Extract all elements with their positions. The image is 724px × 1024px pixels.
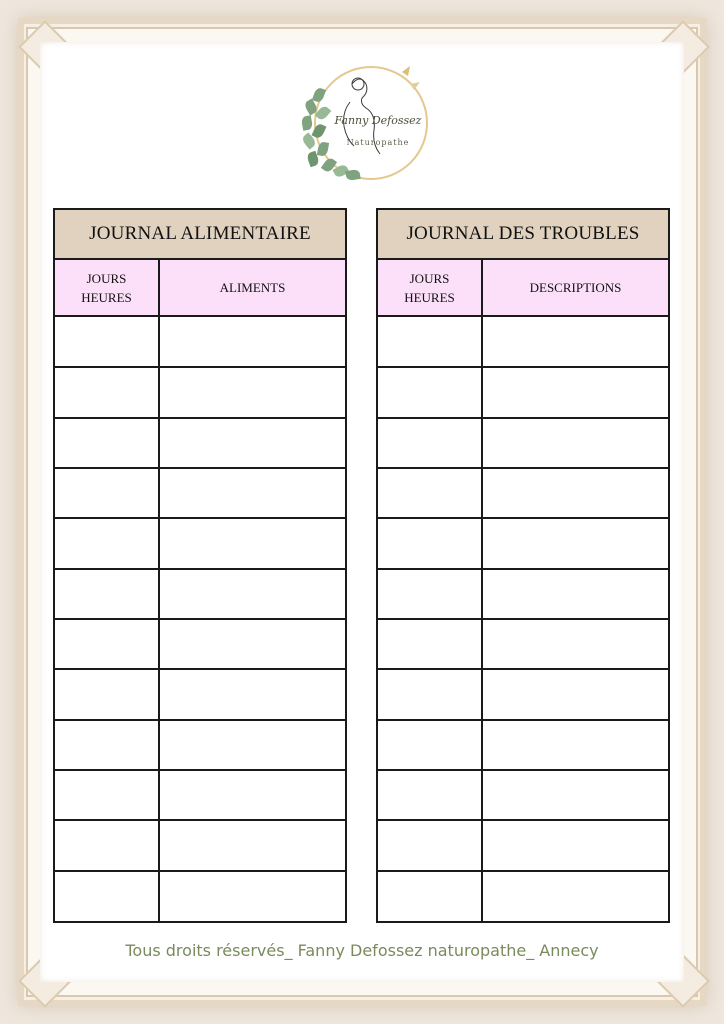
naturopathe-logo bbox=[292, 62, 432, 186]
entry-cell[interactable] bbox=[483, 418, 668, 466]
table-row-divider bbox=[378, 719, 668, 721]
entry-cell[interactable] bbox=[483, 569, 668, 617]
table-header-row bbox=[378, 260, 668, 317]
table-header-row bbox=[55, 260, 345, 317]
jours-heures-cell[interactable] bbox=[378, 418, 481, 466]
jours-heures-cell[interactable] bbox=[378, 669, 481, 717]
entry-cell[interactable] bbox=[483, 518, 668, 566]
entry-cell[interactable] bbox=[160, 820, 345, 868]
jours-heures-header: JOURS HEURES bbox=[404, 270, 455, 305]
jours-heures-cell[interactable] bbox=[378, 720, 481, 768]
jours-heures-cell[interactable] bbox=[55, 871, 158, 919]
journal-des-troubles-title: JOURNAL DES TROUBLES bbox=[378, 210, 668, 260]
entry-cell[interactable] bbox=[483, 770, 668, 818]
journal-alimentaire-table bbox=[53, 208, 347, 923]
table-row-divider bbox=[55, 870, 345, 872]
table-row-divider bbox=[55, 568, 345, 570]
jours-heures-cell[interactable] bbox=[55, 418, 158, 466]
jours-heures-cell[interactable] bbox=[55, 669, 158, 717]
table-row-divider bbox=[378, 819, 668, 821]
entry-cell[interactable] bbox=[483, 367, 668, 415]
entry-cell[interactable] bbox=[160, 619, 345, 667]
entry-cell[interactable] bbox=[160, 317, 345, 365]
entry-cell[interactable] bbox=[160, 518, 345, 566]
jours-heures-cell[interactable] bbox=[378, 317, 481, 365]
entry-cell[interactable] bbox=[160, 871, 345, 919]
table-row-divider bbox=[55, 517, 345, 519]
table-row-divider bbox=[378, 769, 668, 771]
descriptions-header: DESCRIPTIONS bbox=[529, 280, 622, 295]
table-row-divider bbox=[55, 366, 345, 368]
entry-cell[interactable] bbox=[160, 770, 345, 818]
jours-heures-cell[interactable] bbox=[378, 468, 481, 516]
entry-cell[interactable] bbox=[160, 569, 345, 617]
table-row-divider bbox=[55, 769, 345, 771]
entry-cell[interactable] bbox=[483, 317, 668, 365]
jours-heures-cell[interactable] bbox=[378, 569, 481, 617]
aliments-header: ALIMENTS bbox=[219, 280, 286, 295]
jours-heures-cell[interactable] bbox=[55, 569, 158, 617]
jours-heures-cell[interactable] bbox=[55, 619, 158, 667]
jours-heures-cell[interactable] bbox=[378, 367, 481, 415]
jours-heures-cell[interactable] bbox=[55, 820, 158, 868]
table-row-divider bbox=[55, 668, 345, 670]
entry-cell[interactable] bbox=[483, 669, 668, 717]
entry-cell[interactable] bbox=[160, 367, 345, 415]
entry-cell[interactable] bbox=[483, 820, 668, 868]
jours-heures-cell[interactable] bbox=[378, 619, 481, 667]
footer-copyright: Tous droits réservés_ Fanny Defossez naturopathe_ Annecy bbox=[125, 941, 599, 960]
jours-heures-cell[interactable] bbox=[55, 720, 158, 768]
table-row-divider bbox=[378, 870, 668, 872]
jours-heures-cell[interactable] bbox=[55, 770, 158, 818]
table-row-divider bbox=[378, 417, 668, 419]
table-row-divider bbox=[378, 517, 668, 519]
jours-heures-cell[interactable] bbox=[55, 518, 158, 566]
table-row-divider bbox=[55, 719, 345, 721]
table-row-divider bbox=[378, 568, 668, 570]
logo-subtitle: Naturopathe bbox=[346, 138, 410, 147]
table-row-divider bbox=[55, 467, 345, 469]
entry-cell[interactable] bbox=[483, 468, 668, 516]
table-row-divider bbox=[378, 467, 668, 469]
jours-heures-header: JOURS HEURES bbox=[81, 270, 132, 305]
entry-cell[interactable] bbox=[483, 720, 668, 768]
journal-alimentaire-title: JOURNAL ALIMENTAIRE bbox=[55, 210, 345, 260]
jours-heures-cell[interactable] bbox=[378, 871, 481, 919]
jours-heures-cell[interactable] bbox=[55, 367, 158, 415]
entry-cell[interactable] bbox=[160, 418, 345, 466]
table-row-divider bbox=[55, 819, 345, 821]
journal-des-troubles-table bbox=[376, 208, 670, 923]
jours-heures-cell[interactable] bbox=[55, 317, 158, 365]
jours-heures-cell[interactable] bbox=[55, 468, 158, 516]
jours-heures-cell[interactable] bbox=[378, 518, 481, 566]
table-row-divider bbox=[378, 618, 668, 620]
table-row-divider bbox=[55, 417, 345, 419]
entry-cell[interactable] bbox=[160, 720, 345, 768]
jours-heures-cell[interactable] bbox=[378, 820, 481, 868]
entry-cell[interactable] bbox=[483, 619, 668, 667]
table-row-divider bbox=[378, 668, 668, 670]
table-row-divider bbox=[378, 366, 668, 368]
logo-name: Fanny Defossez bbox=[334, 114, 422, 127]
entry-cell[interactable] bbox=[160, 468, 345, 516]
jours-heures-cell[interactable] bbox=[378, 770, 481, 818]
entry-cell[interactable] bbox=[483, 871, 668, 919]
entry-cell[interactable] bbox=[160, 669, 345, 717]
table-row-divider bbox=[55, 618, 345, 620]
